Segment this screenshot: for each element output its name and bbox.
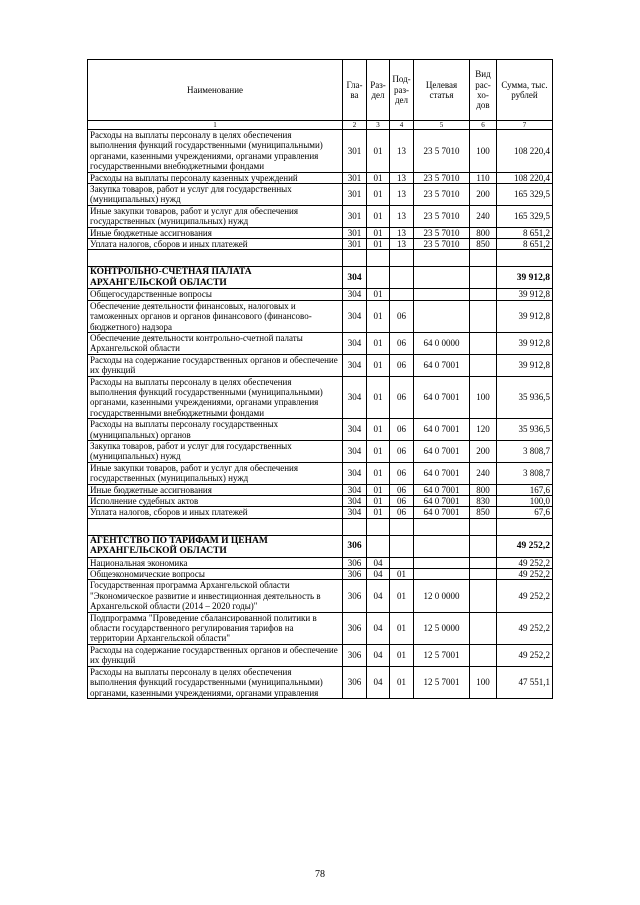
cell-expense-type: 800 (470, 484, 497, 495)
cell-name: Расходы на выплаты персоналу казенных учреждений (88, 172, 343, 183)
cell-expense-type: 100 (470, 666, 497, 698)
cell-target: 23 5 7010 (414, 227, 470, 238)
cell-amount: 39 912,8 (497, 300, 553, 332)
cell-amount: 49 252,2 (497, 569, 553, 580)
cell-chapter: 306 (343, 666, 367, 698)
spacer-row (88, 250, 553, 267)
cell-target: 12 5 0000 (414, 612, 470, 644)
cell-expense-type (470, 300, 497, 332)
cell-name: Расходы на выплаты персоналу в целях обеспечения выполнения функций государственными (муниципальными) органами, казенными учреждениями, органами управления государственными внебюджетными фондами (88, 376, 343, 419)
cell-target (414, 569, 470, 580)
cell-chapter: 306 (343, 644, 367, 666)
cell-subsection: 13 (390, 172, 414, 183)
empty-cell (497, 250, 553, 267)
empty-cell (470, 518, 497, 535)
cell-name: Расходы на выплаты персоналу в целях обеспечения выполнения функций государственными (муниципальными) органами, казенными учреждениями, органами управления государственными внебюджетными фондами (88, 130, 343, 173)
column-number: 7 (497, 121, 553, 130)
table-row (88, 227, 553, 238)
cell-chapter: 301 (343, 239, 367, 250)
cell-subsection: 06 (390, 496, 414, 507)
cell-target: 64 0 7001 (414, 419, 470, 441)
cell-name: Закупка товаров, работ и услуг для государственных (муниципальных) нужд (88, 440, 343, 462)
table-row (88, 354, 553, 376)
table-header (88, 60, 553, 130)
cell-target: 23 5 7010 (414, 239, 470, 250)
cell-target (414, 267, 470, 289)
cell-amount: 165 329,5 (497, 184, 553, 206)
cell-subsection: 06 (390, 484, 414, 495)
cell-expense-type (470, 267, 497, 289)
cell-amount: 49 252,2 (497, 557, 553, 568)
cell-name: Иные закупки товаров, работ и услуг для обеспечения государственных (муниципальных) нужд (88, 462, 343, 484)
cell-chapter: 304 (343, 507, 367, 518)
cell-expense-type: 850 (470, 507, 497, 518)
cell-expense-type (470, 580, 497, 612)
cell-section: 04 (367, 557, 390, 568)
cell-expense-type (470, 354, 497, 376)
table-row-department (88, 267, 553, 289)
cell-target: 23 5 7010 (414, 184, 470, 206)
cell-target: 12 5 7001 (414, 666, 470, 698)
cell-amount: 49 252,2 (497, 644, 553, 666)
cell-subsection: 13 (390, 239, 414, 250)
cell-name: Расходы на содержание государственных органов и обеспечение их функций (88, 354, 343, 376)
table-row (88, 419, 553, 441)
header-expense-type: Вид рас-хо-дов (470, 60, 497, 121)
table-body (88, 130, 553, 699)
cell-name: Иные бюджетные ассигнования (88, 484, 343, 495)
cell-name: Расходы на выплаты персоналу государственных (муниципальных) органов (88, 419, 343, 441)
cell-name: Закупка товаров, работ и услуг для государственных (муниципальных) нужд (88, 184, 343, 206)
header-subsection: Под-раз-дел (390, 60, 414, 121)
cell-amount: 35 936,5 (497, 376, 553, 419)
cell-section: 01 (367, 300, 390, 332)
cell-subsection (390, 267, 414, 289)
cell-target: 64 0 7001 (414, 496, 470, 507)
cell-chapter: 304 (343, 419, 367, 441)
empty-cell (414, 250, 470, 267)
cell-section: 01 (367, 376, 390, 419)
cell-expense-type: 800 (470, 227, 497, 238)
table-row (88, 184, 553, 206)
cell-section: 04 (367, 612, 390, 644)
cell-expense-type: 100 (470, 130, 497, 173)
cell-chapter: 301 (343, 130, 367, 173)
cell-section: 01 (367, 172, 390, 183)
cell-section: 04 (367, 569, 390, 580)
cell-chapter: 304 (343, 484, 367, 495)
cell-expense-type: 120 (470, 419, 497, 441)
cell-expense-type (470, 612, 497, 644)
table-row (88, 130, 553, 173)
cell-target: 64 0 7001 (414, 507, 470, 518)
cell-amount: 49 252,2 (497, 535, 553, 557)
cell-expense-type: 110 (470, 172, 497, 183)
cell-subsection: 13 (390, 184, 414, 206)
cell-expense-type (470, 644, 497, 666)
cell-amount: 8 651,2 (497, 227, 553, 238)
empty-cell (390, 518, 414, 535)
budget-table (87, 59, 553, 699)
cell-subsection: 13 (390, 205, 414, 227)
cell-name: КОНТРОЛЬНО-СЧЕТНАЯ ПАЛАТА АРХАНГЕЛЬСКОЙ ОБЛАСТИ (88, 267, 343, 289)
cell-name: Уплата налогов, сборов и иных платежей (88, 507, 343, 518)
cell-target: 64 0 0000 (414, 332, 470, 354)
cell-target: 64 0 7001 (414, 462, 470, 484)
cell-subsection: 06 (390, 507, 414, 518)
cell-expense-type: 240 (470, 462, 497, 484)
cell-name: Расходы на содержание государственных органов и обеспечение их функций (88, 644, 343, 666)
cell-subsection: 06 (390, 376, 414, 419)
cell-name: Иные закупки товаров, работ и услуг для обеспечения государственных (муниципальных) нужд (88, 205, 343, 227)
column-number: 4 (390, 121, 414, 130)
cell-name: Уплата налогов, сборов и иных платежей (88, 239, 343, 250)
cell-chapter: 301 (343, 184, 367, 206)
cell-amount: 47 551,1 (497, 666, 553, 698)
table-row (88, 644, 553, 666)
table-row (88, 484, 553, 495)
cell-subsection: 06 (390, 419, 414, 441)
cell-amount: 39 912,8 (497, 289, 553, 300)
cell-section (367, 535, 390, 557)
cell-target (414, 535, 470, 557)
cell-section (367, 267, 390, 289)
cell-expense-type: 240 (470, 205, 497, 227)
cell-amount: 49 252,2 (497, 580, 553, 612)
empty-cell (497, 518, 553, 535)
cell-expense-type: 200 (470, 184, 497, 206)
cell-subsection: 06 (390, 462, 414, 484)
cell-section: 01 (367, 239, 390, 250)
empty-cell (343, 250, 367, 267)
cell-subsection (390, 535, 414, 557)
table-row (88, 462, 553, 484)
cell-chapter: 304 (343, 440, 367, 462)
header-target: Целевая статья (414, 60, 470, 121)
spacer-row (88, 518, 553, 535)
page-number: 78 (315, 869, 325, 880)
cell-expense-type (470, 569, 497, 580)
cell-chapter: 306 (343, 580, 367, 612)
cell-target: 64 0 7001 (414, 440, 470, 462)
cell-amount: 35 936,5 (497, 419, 553, 441)
header-section: Раз-дел (367, 60, 390, 121)
table-row (88, 440, 553, 462)
cell-section: 01 (367, 227, 390, 238)
table-row (88, 612, 553, 644)
cell-amount: 3 808,7 (497, 462, 553, 484)
cell-name: Общеэкономические вопросы (88, 569, 343, 580)
cell-section: 01 (367, 289, 390, 300)
cell-chapter: 301 (343, 172, 367, 183)
cell-subsection (390, 289, 414, 300)
cell-section: 01 (367, 332, 390, 354)
cell-section: 01 (367, 419, 390, 441)
column-numbers-row (88, 121, 553, 130)
cell-expense-type: 100 (470, 376, 497, 419)
cell-section: 01 (367, 496, 390, 507)
cell-chapter: 304 (343, 496, 367, 507)
cell-target (414, 300, 470, 332)
cell-name: АГЕНТСТВО ПО ТАРИФАМ И ЦЕНАМ АРХАНГЕЛЬСКОЙ ОБЛАСТИ (88, 535, 343, 557)
table-row (88, 376, 553, 419)
table-row (88, 496, 553, 507)
cell-chapter: 304 (343, 376, 367, 419)
cell-name: Расходы на выплаты персоналу в целях обеспечения выполнения функций государственными (муниципальными) органами, казенными учреждениями, органами управления (88, 666, 343, 698)
cell-section: 01 (367, 484, 390, 495)
cell-amount: 39 912,8 (497, 332, 553, 354)
cell-name: Иные бюджетные ассигнования (88, 227, 343, 238)
cell-section: 01 (367, 440, 390, 462)
cell-amount: 8 651,2 (497, 239, 553, 250)
header-amount: Сумма, тыс. рублей (497, 60, 553, 121)
column-number: 5 (414, 121, 470, 130)
empty-cell (88, 518, 343, 535)
column-number: 1 (88, 121, 343, 130)
header-chapter: Гла-ва (343, 60, 367, 121)
column-number: 3 (367, 121, 390, 130)
cell-name: Подпрограмма "Проведение сбалансированной политики в области государственного регулирования тарифов на территории Архангельской области" (88, 612, 343, 644)
table-row (88, 239, 553, 250)
cell-name: Национальная экономика (88, 557, 343, 568)
cell-amount: 39 912,8 (497, 354, 553, 376)
header-name: Наименование (88, 60, 343, 121)
column-number: 2 (343, 121, 367, 130)
table-row (88, 557, 553, 568)
table-row (88, 507, 553, 518)
cell-expense-type (470, 332, 497, 354)
cell-expense-type (470, 557, 497, 568)
table-row (88, 332, 553, 354)
cell-target: 12 5 7001 (414, 644, 470, 666)
table-row (88, 172, 553, 183)
empty-cell (390, 250, 414, 267)
cell-expense-type: 830 (470, 496, 497, 507)
cell-subsection: 01 (390, 644, 414, 666)
empty-cell (343, 518, 367, 535)
cell-subsection: 06 (390, 300, 414, 332)
cell-section: 01 (367, 462, 390, 484)
cell-section: 04 (367, 644, 390, 666)
column-number: 6 (470, 121, 497, 130)
cell-subsection: 06 (390, 354, 414, 376)
cell-subsection: 01 (390, 666, 414, 698)
cell-amount: 3 808,7 (497, 440, 553, 462)
cell-chapter: 304 (343, 289, 367, 300)
cell-subsection: 01 (390, 569, 414, 580)
cell-subsection: 13 (390, 130, 414, 173)
cell-target: 64 0 7001 (414, 484, 470, 495)
cell-target: 64 0 7001 (414, 376, 470, 419)
cell-subsection (390, 557, 414, 568)
cell-amount: 67,6 (497, 507, 553, 518)
cell-section: 01 (367, 130, 390, 173)
empty-cell (414, 518, 470, 535)
table-row (88, 580, 553, 612)
cell-target: 23 5 7010 (414, 172, 470, 183)
table-row (88, 666, 553, 698)
cell-target (414, 289, 470, 300)
cell-chapter: 304 (343, 267, 367, 289)
cell-subsection: 01 (390, 612, 414, 644)
cell-name: Обеспечение деятельности финансовых, налоговых и таможенных органов и органов финансового (финансово-бюджетного) надзора (88, 300, 343, 332)
cell-name: Обеспечение деятельности контрольно-счетной палаты Архангельской области (88, 332, 343, 354)
cell-target: 23 5 7010 (414, 130, 470, 173)
cell-chapter: 304 (343, 332, 367, 354)
table-row-department (88, 535, 553, 557)
table-row (88, 205, 553, 227)
cell-amount: 167,6 (497, 484, 553, 495)
cell-chapter: 301 (343, 205, 367, 227)
cell-section: 01 (367, 184, 390, 206)
cell-target: 12 0 0000 (414, 580, 470, 612)
cell-chapter: 301 (343, 227, 367, 238)
table-row (88, 300, 553, 332)
cell-amount: 39 912,8 (497, 267, 553, 289)
cell-expense-type: 200 (470, 440, 497, 462)
empty-cell (470, 250, 497, 267)
cell-amount: 108 220,4 (497, 130, 553, 173)
cell-chapter: 304 (343, 300, 367, 332)
cell-subsection: 01 (390, 580, 414, 612)
cell-name: Общегосударственные вопросы (88, 289, 343, 300)
cell-subsection: 13 (390, 227, 414, 238)
cell-chapter: 306 (343, 557, 367, 568)
cell-chapter: 306 (343, 535, 367, 557)
cell-target (414, 557, 470, 568)
cell-section: 01 (367, 354, 390, 376)
cell-chapter: 306 (343, 569, 367, 580)
cell-subsection: 06 (390, 440, 414, 462)
table-row (88, 289, 553, 300)
budget-table-sheet (87, 59, 552, 699)
cell-expense-type (470, 289, 497, 300)
empty-cell (367, 518, 390, 535)
cell-amount: 165 329,5 (497, 205, 553, 227)
cell-name: Государственная программа Архангельской области "Экономическое развитие и инвестиционная деятельность в Архангельской области (2014 – 2020 годы)" (88, 580, 343, 612)
cell-name: Исполнение судебных актов (88, 496, 343, 507)
cell-target: 23 5 7010 (414, 205, 470, 227)
cell-amount: 108 220,4 (497, 172, 553, 183)
cell-amount: 49 252,2 (497, 612, 553, 644)
cell-section: 04 (367, 580, 390, 612)
cell-chapter: 304 (343, 462, 367, 484)
cell-expense-type (470, 535, 497, 557)
cell-subsection: 06 (390, 332, 414, 354)
header-row (88, 60, 553, 121)
cell-chapter: 304 (343, 354, 367, 376)
cell-amount: 100,0 (497, 496, 553, 507)
cell-section: 01 (367, 507, 390, 518)
cell-section: 01 (367, 205, 390, 227)
table-row (88, 569, 553, 580)
cell-target: 64 0 7001 (414, 354, 470, 376)
cell-section: 04 (367, 666, 390, 698)
empty-cell (367, 250, 390, 267)
empty-cell (88, 250, 343, 267)
cell-expense-type: 850 (470, 239, 497, 250)
cell-chapter: 306 (343, 612, 367, 644)
